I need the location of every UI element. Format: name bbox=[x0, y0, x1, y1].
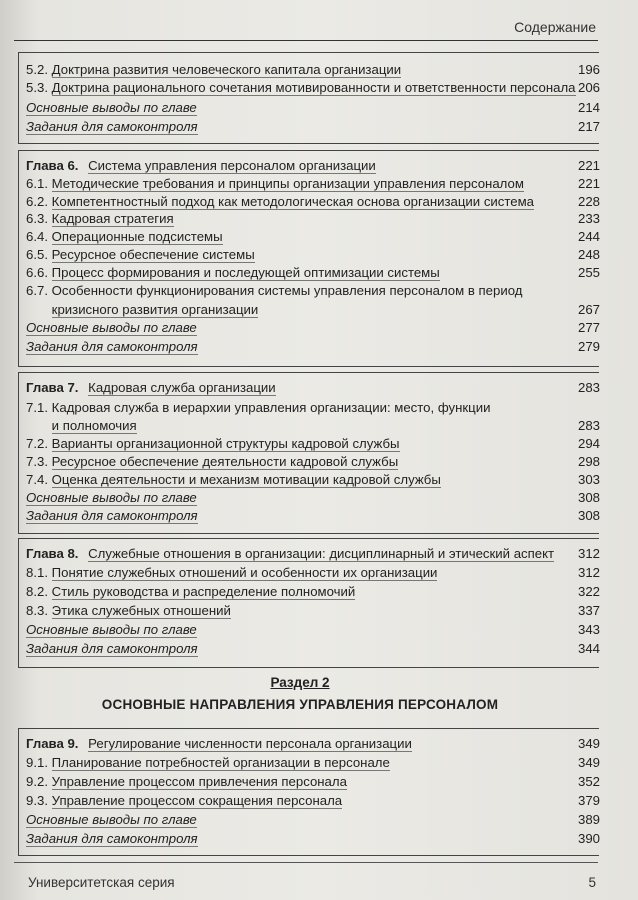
entry-page: 344 bbox=[577, 641, 600, 656]
entry-number: 7.2. bbox=[26, 436, 48, 451]
entry-title: Процесс формирования и последующей оптимизации системы bbox=[51, 265, 440, 280]
toc-entry[interactable] bbox=[26, 436, 600, 452]
entry-number: 6.5. bbox=[26, 247, 48, 262]
entry-page: 298 bbox=[577, 454, 600, 469]
toc-entry[interactable] bbox=[26, 247, 600, 263]
entry-number: 6.3. bbox=[26, 211, 48, 226]
entry-page: 233 bbox=[577, 211, 600, 226]
entry-title: Основные выводы по главе bbox=[26, 490, 197, 505]
toc-entry[interactable] bbox=[26, 508, 600, 524]
entry-title: Особенности функционирования системы управления персоналом в период bbox=[51, 283, 523, 298]
chapter-label: Глава 6. bbox=[26, 158, 79, 173]
entry-number: 9.1. bbox=[26, 755, 48, 770]
toc-entry[interactable] bbox=[26, 211, 600, 227]
entry-title: Управление процессом сокращения персонала bbox=[51, 793, 343, 808]
entry-page: 343 bbox=[577, 622, 600, 637]
entry-title: Ресурсное обеспечение системы bbox=[51, 247, 255, 262]
chapter-label: Глава 7. bbox=[26, 380, 79, 395]
toc-chapter-8[interactable] bbox=[26, 546, 600, 562]
entry-number: 8.2. bbox=[26, 584, 48, 599]
toc-entry[interactable] bbox=[26, 472, 600, 488]
chapter-title: Регулирование численности персонала организации bbox=[88, 736, 412, 751]
entry-number: 7.4. bbox=[26, 472, 48, 487]
entry-page: 277 bbox=[577, 320, 600, 335]
toc-entry[interactable] bbox=[26, 80, 600, 96]
entry-page: 390 bbox=[577, 831, 600, 846]
toc-chapter-9[interactable] bbox=[26, 736, 600, 752]
header-rule bbox=[14, 40, 598, 41]
entry-title: Задания для самоконтроля bbox=[26, 831, 198, 846]
entry-page: 214 bbox=[577, 100, 600, 115]
section-title: ОСНОВНЫЕ НАПРАВЛЕНИЯ УПРАВЛЕНИЯ ПЕРСОНАЛОМ bbox=[101, 697, 499, 712]
entry-number: 9.3. bbox=[26, 793, 48, 808]
toc-entry[interactable] bbox=[26, 119, 600, 135]
entry-page: 303 bbox=[577, 472, 600, 487]
entry-page: 217 bbox=[577, 119, 600, 134]
entry-page: 308 bbox=[577, 490, 600, 505]
toc-entry[interactable] bbox=[26, 603, 600, 619]
toc-entry[interactable] bbox=[26, 265, 600, 281]
entry-page: 248 bbox=[577, 247, 600, 262]
entry-title: Кадровая стратегия bbox=[51, 211, 174, 226]
toc-entry[interactable] bbox=[26, 641, 600, 657]
toc-entry-continuation[interactable] bbox=[26, 418, 600, 434]
toc-entry[interactable] bbox=[26, 194, 600, 210]
toc-entry[interactable] bbox=[26, 339, 600, 355]
entry-number: 6.1. bbox=[26, 176, 48, 191]
entry-title: Оценка деятельности и механизм мотивации кадровой службы bbox=[51, 472, 441, 487]
footer-series: Университетская серия bbox=[28, 875, 175, 890]
entry-title: Понятие служебных отношений и особенности их организации bbox=[51, 565, 438, 580]
chapter-page: 312 bbox=[577, 546, 600, 561]
entry-page: 312 bbox=[577, 565, 600, 580]
entry-page: 206 bbox=[577, 80, 600, 95]
entry-number: 9.2. bbox=[26, 774, 48, 789]
toc-entry[interactable] bbox=[26, 490, 600, 506]
toc-entry[interactable] bbox=[26, 400, 600, 416]
page-number: 5 bbox=[588, 875, 596, 890]
entry-title: Кадровая служба в иерархии управления организации: место, функции bbox=[51, 400, 491, 415]
entry-title-continued: кризисного развития организации bbox=[51, 302, 259, 317]
entry-title: Основные выводы по главе bbox=[26, 812, 197, 827]
entry-page: 349 bbox=[577, 755, 600, 770]
toc-entry[interactable] bbox=[26, 584, 600, 600]
entry-title: Основные выводы по главе bbox=[26, 622, 197, 637]
entry-title: Задания для самоконтроля bbox=[26, 339, 198, 354]
entry-page: 294 bbox=[577, 436, 600, 451]
toc-entry[interactable] bbox=[26, 229, 600, 245]
chapter-page: 349 bbox=[577, 736, 600, 751]
chapter-title: Служебные отношения в организации: дисциплинарный и этический аспект bbox=[88, 546, 555, 561]
entry-title: Варианты организационной структуры кадровой службы bbox=[51, 436, 400, 451]
entry-number: 8.3. bbox=[26, 603, 48, 618]
entry-page: 337 bbox=[577, 603, 600, 618]
entry-title: Стиль руководства и распределение полномочий bbox=[51, 584, 356, 599]
entry-page: 389 bbox=[577, 812, 600, 827]
entry-number: 8.1. bbox=[26, 565, 48, 580]
toc-entry[interactable] bbox=[26, 62, 600, 78]
chapter-page: 283 bbox=[577, 380, 600, 395]
entry-title: Задания для самоконтроля bbox=[26, 641, 198, 656]
entry-title: Доктрина рационального сочетания мотивированности и ответственности персонала bbox=[51, 80, 576, 95]
entry-title: Методические требования и принципы организации управления персоналом bbox=[51, 176, 524, 191]
entry-number: 7.1. bbox=[26, 400, 48, 415]
chapter-label: Глава 8. bbox=[26, 546, 79, 561]
entry-title: Компетентностный подход как методологическая основа организации система bbox=[51, 194, 535, 209]
toc-entry[interactable] bbox=[26, 831, 600, 847]
chapter-page: 221 bbox=[577, 158, 600, 173]
entry-page: 196 bbox=[577, 62, 600, 77]
entry-page: 228 bbox=[577, 194, 600, 209]
entry-number: 6.4. bbox=[26, 229, 48, 244]
entry-page: 379 bbox=[577, 793, 600, 808]
toc-chapter-6[interactable] bbox=[26, 158, 600, 174]
toc-entry[interactable] bbox=[26, 812, 600, 828]
entry-page: 352 bbox=[577, 774, 600, 789]
entry-number: 5.2. bbox=[26, 62, 48, 77]
toc-entry-continuation[interactable] bbox=[26, 302, 600, 318]
toc-entry[interactable] bbox=[26, 622, 600, 638]
toc-entry[interactable] bbox=[26, 793, 600, 809]
toc-entry[interactable] bbox=[26, 454, 600, 470]
entry-number: 6.6. bbox=[26, 265, 48, 280]
toc-entry[interactable] bbox=[26, 774, 600, 790]
entry-title: Задания для самоконтроля bbox=[26, 508, 198, 523]
footer-rule bbox=[14, 862, 598, 863]
running-header: Содержание bbox=[514, 19, 596, 35]
chapter-title: Кадровая служба организации bbox=[88, 380, 276, 395]
entry-number: 5.3. bbox=[26, 80, 48, 95]
entry-page: 255 bbox=[577, 265, 600, 280]
entry-title: Этика служебных отношений bbox=[51, 603, 231, 618]
toc-entry[interactable] bbox=[26, 283, 600, 299]
entry-number: 7.3. bbox=[26, 454, 48, 469]
entry-page: 267 bbox=[577, 302, 600, 317]
entry-title: Управление процессом привлечения персонала bbox=[51, 774, 347, 789]
toc-entry[interactable] bbox=[26, 565, 600, 581]
toc-chapter-7[interactable] bbox=[26, 380, 600, 396]
entry-page: 308 bbox=[577, 508, 600, 523]
toc-entry[interactable] bbox=[26, 320, 600, 336]
entry-number: 6.2. bbox=[26, 194, 48, 209]
entry-title: Операционные подсистемы bbox=[51, 229, 223, 244]
toc-entry[interactable] bbox=[26, 176, 600, 192]
entry-title: Доктрина развития человеческого капитала организации bbox=[51, 62, 402, 77]
toc-entry[interactable] bbox=[26, 100, 600, 116]
entry-title: Основные выводы по главе bbox=[26, 100, 197, 115]
entry-title: Основные выводы по главе bbox=[26, 320, 197, 335]
entry-title-continued: и полномочия bbox=[51, 418, 137, 433]
entry-page: 279 bbox=[577, 339, 600, 354]
chapter-title: Система управления персоналом организации bbox=[88, 158, 376, 173]
entry-page: 283 bbox=[577, 418, 600, 433]
entry-page: 244 bbox=[577, 229, 600, 244]
entry-title: Ресурсное обеспечение деятельности кадровой службы bbox=[51, 454, 399, 469]
entry-number: 6.7. bbox=[26, 283, 48, 298]
section-label: Раздел 2 bbox=[270, 675, 330, 690]
entry-page: 322 bbox=[577, 584, 600, 599]
entry-title: Планирование потребностей организации в персонале bbox=[51, 755, 390, 770]
entry-page: 221 bbox=[577, 176, 600, 191]
chapter-label: Глава 9. bbox=[26, 736, 79, 751]
toc-entry[interactable] bbox=[26, 755, 600, 771]
entry-title: Задания для самоконтроля bbox=[26, 119, 198, 134]
